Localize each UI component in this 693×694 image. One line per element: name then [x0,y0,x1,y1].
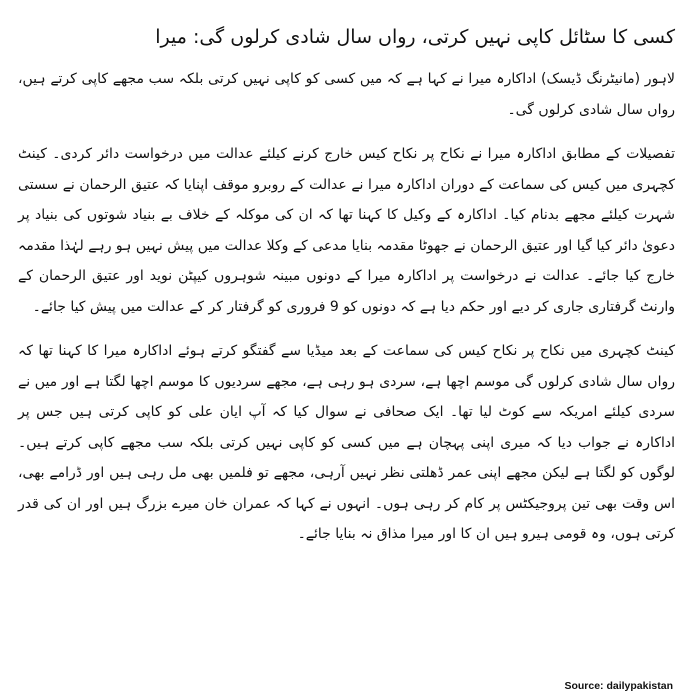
article-paragraph-intro: لاہور (مانیٹرنگ ڈیسک) اداکارہ میرا نے کہا ہے کہ میں کسی کو کاپی نہیں کرتی بلکہ سب مجھے کاپی کرتے ہیں، رواں سال شادی کرلوں گی۔ [18,71,675,118]
article-headline: کسی کا سٹائل کاپی نہیں کرتی، رواں سال شادی کرلوں گی: میرا [155,26,675,48]
source-credit: Source: dailypakistan [564,680,673,692]
article-paragraph-media-talk: کینٹ کچہری میں نکاح پر نکاح کیس کی سماعت کے بعد میڈیا سے گفتگو کرتے ہوئے اداکارہ میرا کا کہنا تھا کہ رواں سال شادی کرلوں گی موسم اچھا ہے، سردی ہو رہی ہے، مجھے سردیوں کا موسم اچھا لگتا ہے اور میں نے سردی کیلئے امریکہ سے کوٹ لیا تھا۔ ایک صحافی نے سوال کیا کہ آپ ایان علی کو کاپی کرتی ہیں جس پر اداکارہ نے جواب دیا کہ میری اپنی پہچان ہے میں کسی کو کاپی نہیں کرتی بلکہ سب مجھے کاپی کرتے ہیں۔ لوگوں کو لگتا ہے لیکن مجھے اپنی عمر ڈھلتی نظر نہیں آرہی، مجھے تو فلمیں بھی مل رہی ہیں اور ڈرامے بھی، اس وقت بھی تین پروجیکٹس پر کام کر رہی ہوں۔ انہوں نے کہا کہ عمران خان میرے بزرگ ہیں اور ان کی قدر کرتی ہوں، وہ قومی ہیرو ہیں ان کا اور میرا مذاق نہ بنایا جائے۔ [18,343,675,542]
article-paragraph-court: تفصیلات کے مطابق اداکارہ میرا نے نکاح پر نکاح کیس خارج کرنے کیلئے عدالت میں درخواست دائر کردی۔ کینٹ کچہری میں کیس کی سماعت کے دوران اداکارہ میرا نے عدالت کے روبرو موقف اپنایا کہ عتیق الرحمان نے سستی شہرت کیلئے مجھے بدنام کیا۔ اداکارہ کے وکیل کا کہنا تھا کہ ان کی موکلہ کے خلاف بے بنیاد شوتوں کی بنیاد پر دعویٰ دائر کیا گیا اور عتیق الرحمان نے جھوٹا مقدمہ بنایا مدعی کے وکلا عدالت میں پیش نہیں ہو رہے لہٰذا مقدمہ خارج کیا جائے۔ عدالت نے درخواست پر اداکارہ میرا کے دونوں مبینہ شوہروں کیپٹن نوید اور عتیق الرحمان کے وارنٹ گرفتاری جاری کر دیے اور حکم دیا ہے کہ دونوں کو 9 فروری کو گرفتار کر کے عدالت میں پیش کیا جائے۔ [18,146,675,315]
